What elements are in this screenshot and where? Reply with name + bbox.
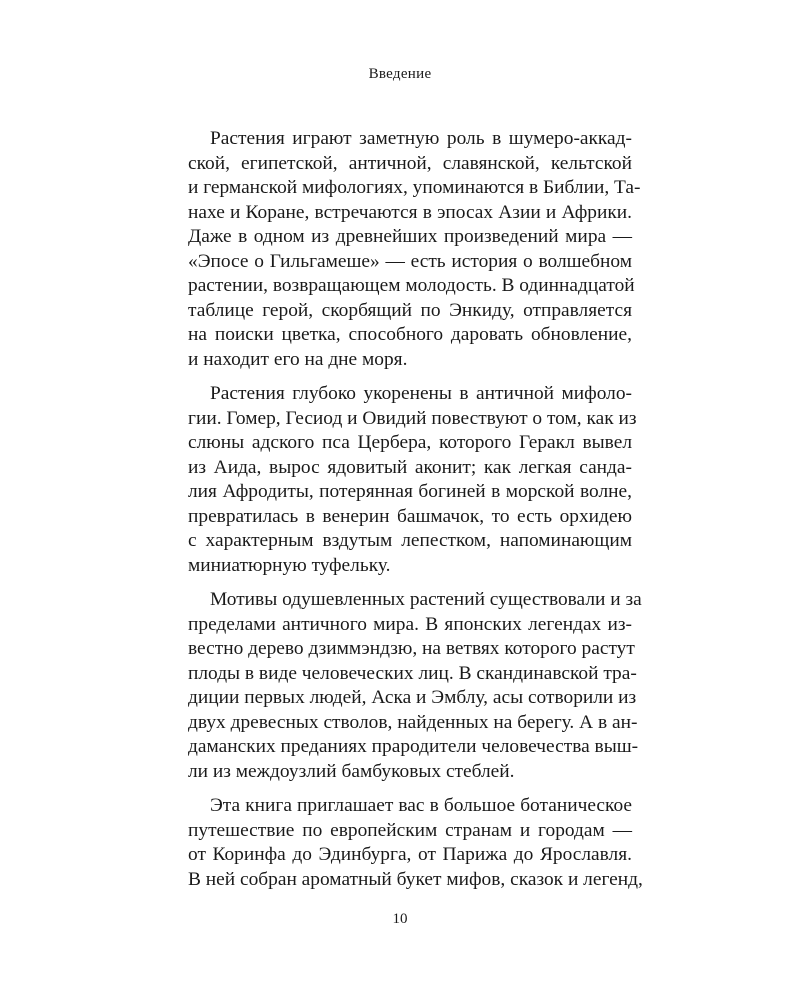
text-line: миниатюрную туфельку. xyxy=(188,554,391,576)
text-line: на поиски цветка, способного даровать обновление, xyxy=(188,324,632,345)
text-line: и германской мифологиях, упоминаются в Библии, Та- xyxy=(188,177,641,198)
paragraph xyxy=(188,382,637,578)
text-line: лия Афродиты, потерянная богиней в морской волне, xyxy=(188,481,632,502)
text-line: Растения глубоко укоренены в античной мифоло- xyxy=(210,383,632,404)
page-body xyxy=(188,127,643,902)
text-line: растении, возвращающем молодость. В одиннадцатой xyxy=(188,275,635,296)
text-line: нахе и Коране, встречаются в эпосах Азии и Африки. xyxy=(188,201,632,223)
paragraph xyxy=(188,127,641,372)
text-line: плоды в виде человеческих лиц. В скандинавской тра- xyxy=(188,662,637,684)
text-line: Эта книга приглашает вас в большое ботаническое xyxy=(210,795,632,816)
text-line: ли из междоузлий бамбуковых стеблей. xyxy=(188,760,515,782)
text-line: Даже в одном из древнейших произведений мира — xyxy=(188,226,632,247)
text-line: превратилась в венерин башмачок, то есть орхидею xyxy=(188,505,632,527)
text-line: диции первых людей, Аска и Эмблу, асы сотворили из xyxy=(188,687,637,708)
paragraph xyxy=(188,588,642,784)
text-line: двух древесных стволов, найденных на берегу. А в ан- xyxy=(188,711,638,733)
text-line: Мотивы одушевленных растений существовали и за xyxy=(210,589,642,610)
text-line: ской, египетской, античной, славянской, кельтской xyxy=(188,152,632,174)
text-line: от Коринфа до Эдинбурга, от Парижа до Ярославля. xyxy=(188,844,632,865)
text-line: даманских преданиях прародители человечества выш- xyxy=(188,736,639,757)
text-line: из Аида, вырос ядовитый аконит; как легкая санда- xyxy=(188,456,632,478)
text-line: пределами античного мира. В японских легендах из- xyxy=(188,613,632,635)
paragraph xyxy=(188,794,643,892)
text-line: и находит его на дне моря. xyxy=(188,348,408,370)
text-line: с характерным вздутым лепестком, напоминающим xyxy=(188,530,632,551)
text-line: вестно дерево дзиммэндзю, на ветвях которого растут xyxy=(188,638,635,659)
page-number: 10 xyxy=(392,911,408,927)
text-line: В ней собран ароматный букет мифов, сказок и легенд, xyxy=(188,868,643,890)
text-line: Растения играют заметную роль в шумеро-аккад- xyxy=(210,128,632,149)
running-head: Введение xyxy=(368,66,432,82)
text-line: «Эпосе о Гильгамеше» — есть история о волшебном xyxy=(188,250,632,272)
text-line: гии. Гомер, Гесиод и Овидий повествуют о том, как из xyxy=(188,407,637,429)
text-line: путешествие по европейским странам и городам — xyxy=(188,819,632,841)
text-line: слюны адского пса Цербера, которого Геракл вывел xyxy=(188,432,632,453)
text-line: таблице герой, скорбящий по Энкиду, отправляется xyxy=(188,299,632,321)
